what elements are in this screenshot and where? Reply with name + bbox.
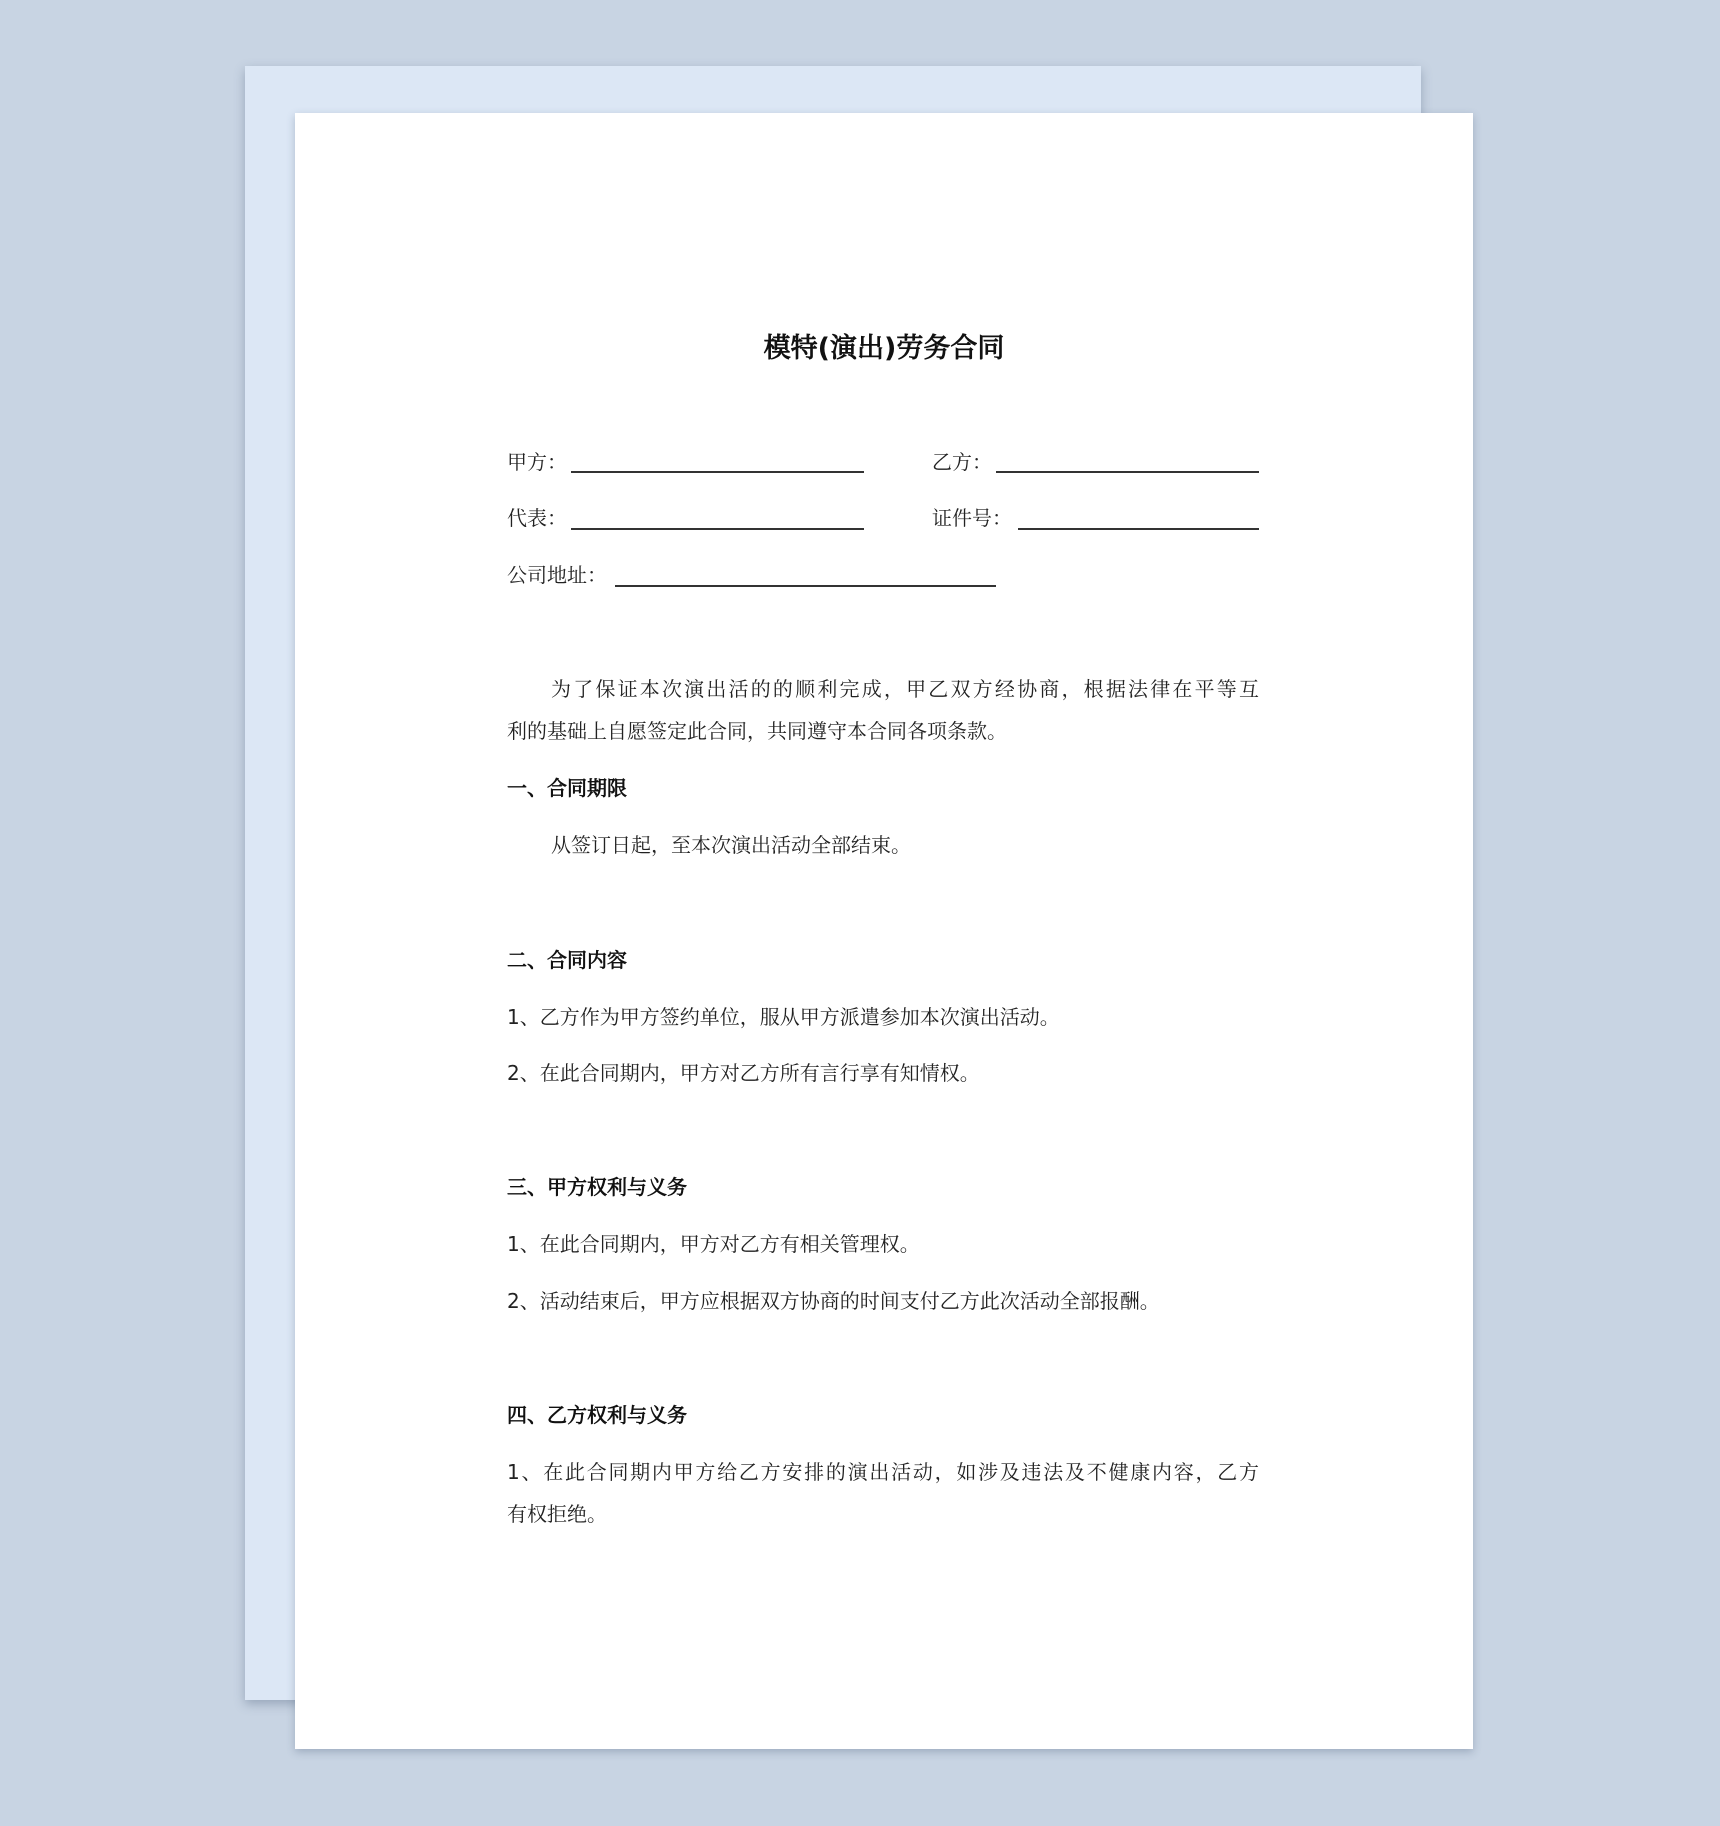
- intro-line-1: 为了保证本次演出活的的顺利完成，甲乙双方经协商，根据法律在平等互: [551, 677, 1259, 701]
- party-b-label: 乙方：: [932, 450, 992, 474]
- section-4-heading: 四、乙方权利与义务: [507, 1403, 687, 1427]
- company-address-label: 公司地址：: [507, 563, 607, 587]
- id-number-field[interactable]: [1018, 528, 1259, 530]
- document-page: [295, 113, 1473, 1749]
- company-address-field[interactable]: [615, 585, 996, 587]
- document-title: 模特(演出)劳务合同: [763, 333, 1005, 364]
- section-3-heading: 三、甲方权利与义务: [507, 1175, 687, 1199]
- representative-label: 代表：: [507, 506, 567, 530]
- party-a-label: 甲方：: [507, 450, 567, 474]
- party-a-field[interactable]: [571, 471, 864, 473]
- section-4-item-continued: 有权拒绝。: [507, 1502, 607, 1526]
- section-1-item: 从签订日起，至本次演出活动全部结束。: [551, 833, 911, 857]
- section-3-item: 1、在此合同期内，甲方对乙方有相关管理权。: [507, 1232, 920, 1256]
- representative-field[interactable]: [571, 528, 864, 530]
- party-b-field[interactable]: [996, 471, 1259, 473]
- section-2-item: 1、乙方作为甲方签约单位，服从甲方派遣参加本次演出活动。: [507, 1005, 1060, 1029]
- id-number-label: 证件号：: [932, 506, 1012, 530]
- section-2-item: 2、在此合同期内，甲方对乙方所有言行享有知情权。: [507, 1061, 980, 1085]
- section-1-heading: 一、合同期限: [507, 776, 627, 800]
- section-4-item: 1、在此合同期内甲方给乙方安排的演出活动，如涉及违法及不健康内容，乙方: [507, 1460, 1259, 1484]
- section-3-item: 2、活动结束后，甲方应根据双方协商的时间支付乙方此次活动全部报酬。: [507, 1289, 1160, 1313]
- section-2-heading: 二、合同内容: [507, 948, 627, 972]
- intro-line-2: 利的基础上自愿签定此合同，共同遵守本合同各项条款。: [507, 719, 1007, 743]
